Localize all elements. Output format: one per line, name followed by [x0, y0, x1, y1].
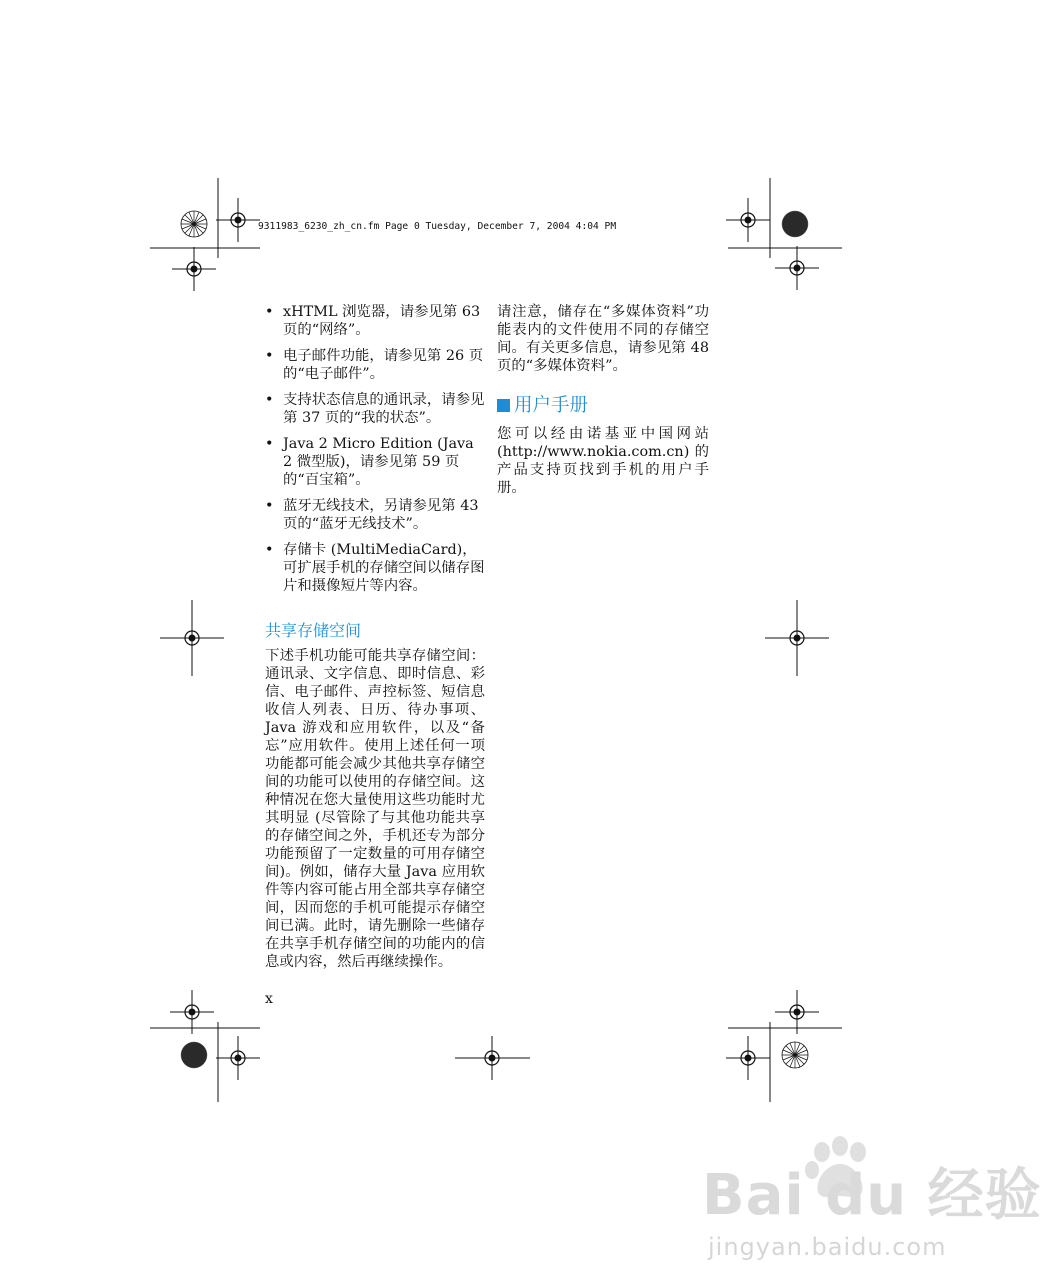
crop-mark-bottom-center	[455, 1036, 530, 1080]
crop-mark-top-right	[726, 178, 842, 290]
heading-square-icon	[497, 399, 510, 412]
right-column	[497, 303, 709, 497]
bullet-item: • Java 2 Micro Edition (Java 2 微型版)，请参见第 59 页的“百宝箱”。	[265, 435, 485, 489]
bullet-item: • 存储卡 (MultiMediaCard)，可扩展手机的存储空间以储存图片和摄像短片等内容。	[265, 541, 485, 595]
watermark-url: jingyan.baidu.com	[708, 1233, 947, 1261]
crop-mark-top-left	[150, 178, 260, 291]
shared-memory-heading: 共享存储空间	[265, 621, 362, 640]
file-header-line: 9311983_6230_zh_cn.fm Page 0 Tuesday, December 7, 2004 4:04 PM	[258, 221, 617, 232]
user-guide-heading-text: 用户手册	[514, 395, 589, 416]
page-number: x	[265, 991, 273, 1007]
left-column	[265, 303, 485, 971]
user-guide-body: 您可以经由诺基亚中国网站 (http://www.nokia.com.cn) 的产品支持页找到手机的用户手册。	[497, 426, 709, 496]
feature-bullet-list	[265, 303, 485, 595]
bullet-item: • 电子邮件功能，请参见第 26 页的“电子邮件”。	[265, 347, 485, 383]
watermark-brand: Bai du 经验	[702, 1163, 1042, 1228]
gallery-note: 请注意，储存在“多媒体资料”功能表内的文件使用不同的存储空间。有关更多信息，请参见第 48 页的“多媒体资料”。	[497, 304, 709, 374]
bullet-item: • 支持状态信息的通讯录，请参见第 37 页的“我的状态”。	[265, 391, 485, 427]
crop-mark-mid-right	[765, 600, 829, 676]
crop-mark-bottom-left	[150, 990, 260, 1102]
user-guide-heading	[497, 395, 709, 417]
crop-mark-mid-left	[160, 600, 224, 676]
crop-mark-bottom-right	[726, 990, 842, 1102]
shared-memory-body: 下述手机功能可能共享存储空间：通讯录、文字信息、即时信息、彩信、电子邮件、声控标签、短信息收信人列表、日历、待办事项、Java 游戏和应用软件，以及“备忘”应用软件。使用上述任何一项功能都可能会减少其他共享存储空间的功能可以使用的存储空间。这种情况在您大量使用这些功能时尤其明显 (尽管除了与其他功能共享的存储空间之外，手机还专为部分功能预留了一定数量的可用存储空间)。例如，储存大量 Java 应用软件等内容可能占用全部共享存储空间，因而您的手机可能提示存储空间已满。此时，请先删除一些储存在共享手机存储空间的功能内的信息或内容，然后再继续操作。	[265, 648, 485, 970]
bullet-item: • 蓝牙无线技术，另请参见第 43 页的“蓝牙无线技术”。	[265, 497, 485, 533]
bullet-item: • xHTML 浏览器，请参见第 63 页的“网络”。	[265, 303, 485, 339]
